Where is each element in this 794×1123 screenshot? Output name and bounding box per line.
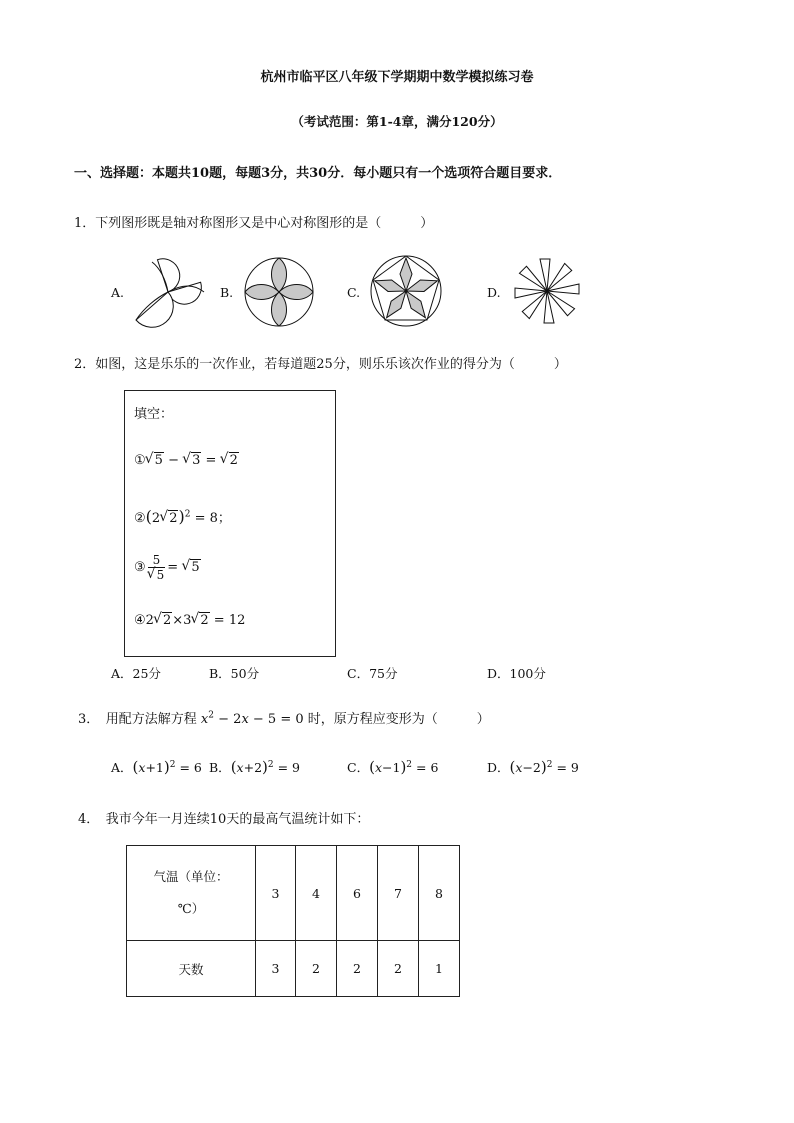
q2-option-c: C．75分 — [347, 666, 398, 681]
item-1-number: ① — [134, 453, 146, 468]
page-subtitle: （考试范围：第1-4章，满分120分） — [291, 114, 503, 129]
q3-stem-post: 时，原方程应变形为（ ） — [307, 712, 490, 727]
table-cell-temp: 3 — [256, 846, 296, 941]
q1-figure-b-four-petal-circle — [243, 256, 315, 328]
homework-item-4: ④2√ 2×3√ 2 = 12 — [134, 613, 245, 628]
q1-figure-a-propeller — [130, 254, 210, 328]
q1-option-c-label: C. — [347, 285, 361, 300]
table-cell-days: 2 — [378, 941, 419, 997]
table-header-days: 天数 — [127, 941, 256, 997]
table-cell-days: 2 — [337, 941, 378, 997]
table-cell-days: 3 — [256, 941, 296, 997]
q2-option-b: B．50分 — [209, 666, 260, 681]
table-cell-days: 1 — [419, 941, 460, 997]
table-cell-days: 2 — [296, 941, 337, 997]
question-2-stem: 2．如图，这是乐乐的一次作业，若每道题25分，则乐乐该次作业的得分为（ ） — [74, 357, 567, 372]
q3-option-a-label: A． — [111, 760, 133, 775]
q1-figure-c-star-pentagon — [369, 254, 443, 328]
table-cell-temp: 4 — [296, 846, 337, 941]
section-heading: 一、选择题：本题共10题，每题3分，共30分．每小题只有一个选项符合题目要求． — [74, 166, 562, 181]
q1-option-a-label: A. — [111, 285, 125, 300]
table-header-temperature — [127, 846, 256, 941]
q3-option-b-label: B． — [209, 760, 231, 775]
homework-item-1: ①√ 5 − √ 3 = √ 2 — [134, 453, 239, 468]
q3-equation: $x^2 - 2x - 5 = 0$ — [200, 710, 304, 727]
item-2-tail: = 8； — [194, 511, 231, 526]
q3-option-c: C．$(x-1)^2 = 6$ — [347, 758, 439, 776]
table-cell-temp: 8 — [419, 846, 460, 941]
q2-option-d: D．100分 — [487, 666, 546, 681]
q2-option-a: A．25分 — [111, 666, 161, 681]
question-4-stem: 4． 我市今年一月连续10天的最高气温统计如下： — [78, 812, 370, 827]
temperature-table — [126, 845, 460, 997]
q1-figure-d-pinwheel-star — [510, 255, 584, 327]
q3-stem-pre: 3． 用配方法解方程 — [78, 712, 197, 727]
q3-option-d-label: D． — [487, 760, 510, 775]
question-1-stem: 1．下列图形既是轴对称图形又是中心对称图形的是（ ） — [74, 216, 434, 231]
item-3-number: ③ — [134, 560, 146, 575]
q3-option-d: D．$(x-2)^2 = 9$ — [487, 758, 579, 776]
question-3-stem — [78, 708, 490, 727]
item-4-number: ④ — [134, 613, 146, 628]
temp-header-line-1: 气温（单位： — [153, 869, 229, 884]
table-cell-temp: 6 — [337, 846, 378, 941]
item-2-number: ② — [134, 511, 146, 526]
q1-option-b-label: B. — [220, 285, 234, 300]
q3-option-b: B．$(x+2)^2 = 9$ — [209, 758, 301, 776]
q3-option-a: A．$(x+1)^2 = 6$ — [111, 758, 202, 776]
page-title: 杭州市临平区八年级下学期期中数学模拟练习卷 — [260, 70, 534, 85]
homework-heading: 填空： — [134, 407, 174, 422]
q1-option-d-label: D. — [487, 285, 501, 300]
homework-item-2: ②(2√ 2)$^2$ = 8； — [134, 507, 231, 526]
homework-box — [124, 390, 336, 657]
temp-header-line-2: ℃） — [177, 901, 205, 916]
table-cell-temp: 7 — [378, 846, 419, 941]
q3-option-c-label: C． — [347, 760, 370, 775]
homework-item-3: ③ 5 √ 5 = √ 5 — [134, 553, 201, 582]
